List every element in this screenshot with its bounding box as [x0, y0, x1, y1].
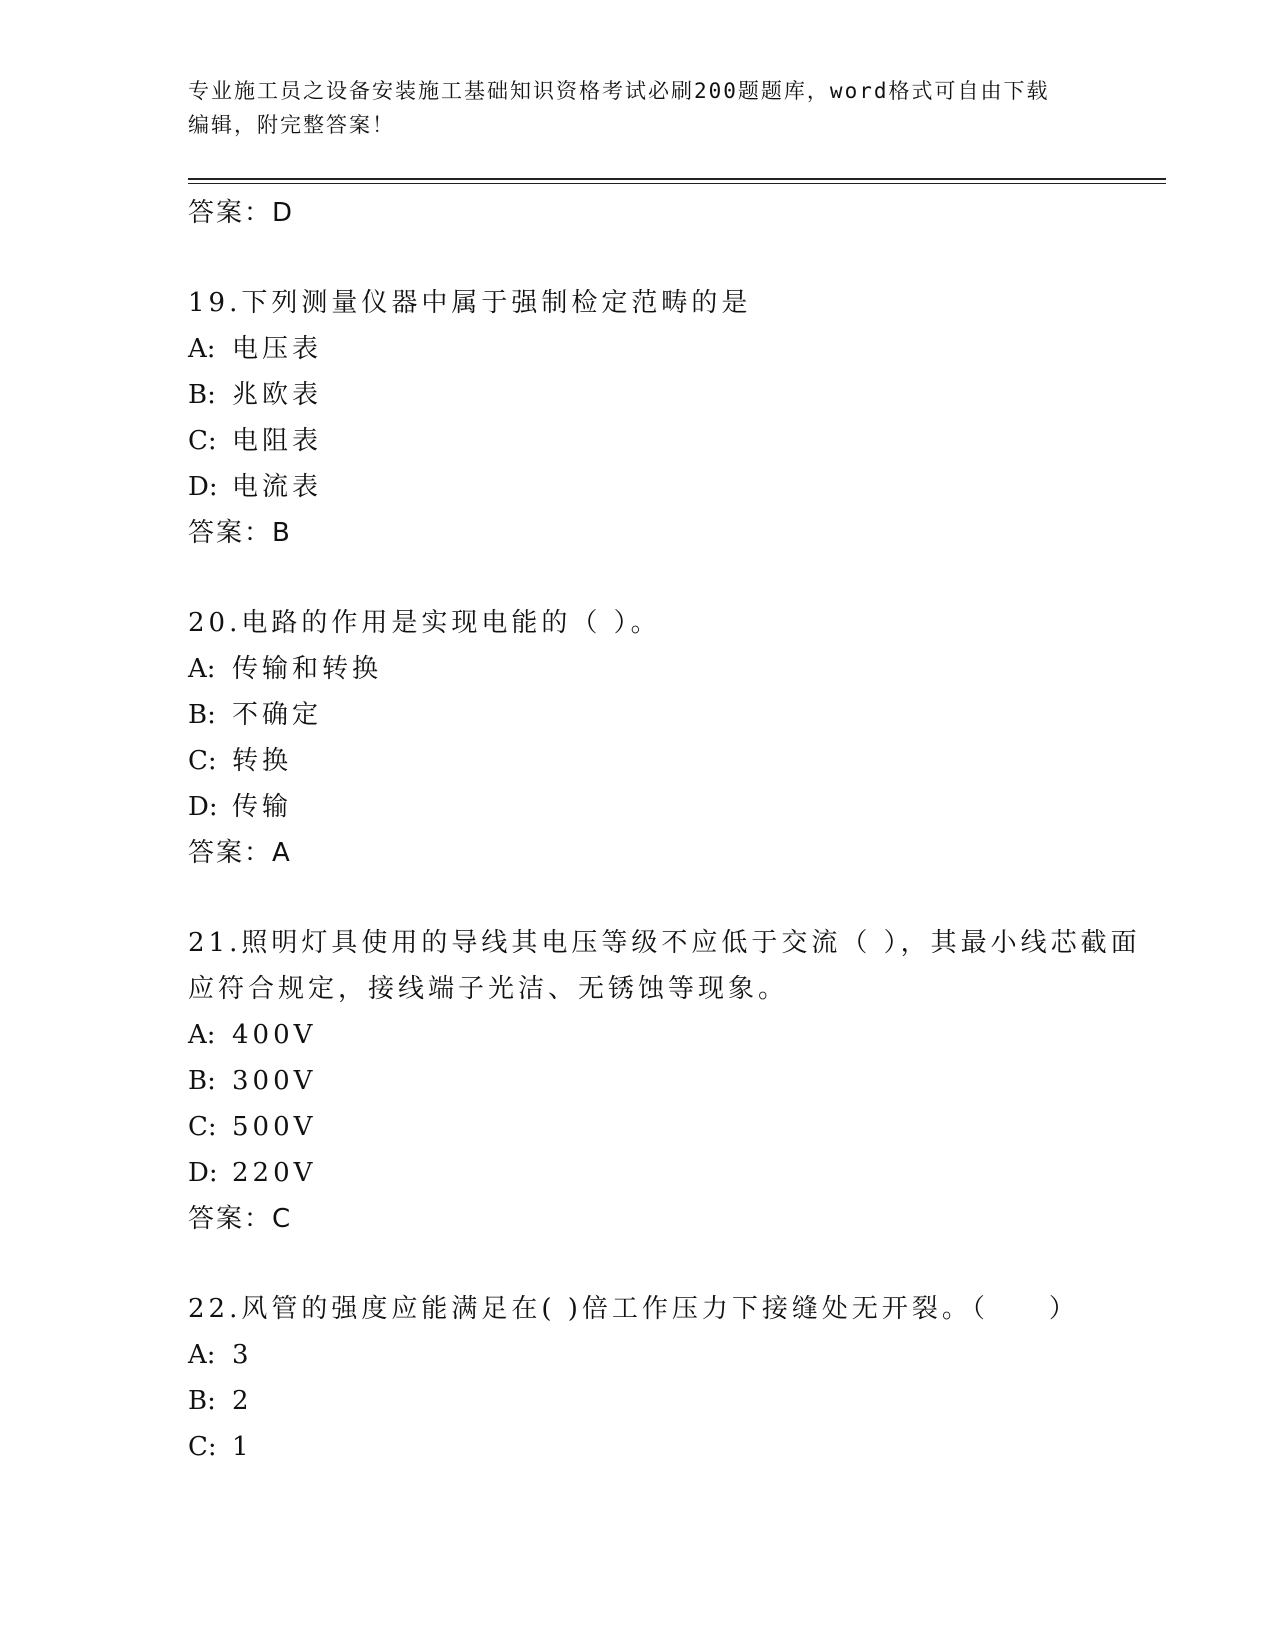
option-a — [188, 646, 1166, 692]
document-header: 专业施工员之设备安装施工基础知识资格考试必刷200题题库，word格式可自由下载编辑，附完整答案！ — [188, 79, 1050, 137]
option-text: 转换 — [232, 746, 293, 776]
option-key: A: — [188, 654, 216, 684]
option-key: D: — [188, 792, 218, 822]
option-text: 不确定 — [232, 700, 323, 730]
answer: 答案：C — [188, 1204, 293, 1234]
answer: 答案：A — [188, 838, 292, 868]
option-text: 3 — [232, 1340, 253, 1370]
question-stem: 19.下列测量仪器中属于强制检定范畴的是 — [188, 288, 752, 318]
option-a — [188, 1012, 1166, 1058]
option-text: 兆欧表 — [232, 380, 323, 410]
answer: 答案：B — [188, 518, 292, 548]
option-text: 2 — [232, 1386, 253, 1416]
option-text: 500V — [232, 1112, 317, 1142]
option-b — [188, 1378, 1166, 1424]
option-key: B: — [188, 700, 216, 730]
option-b — [188, 372, 1166, 418]
option-key: C: — [188, 746, 217, 776]
option-b — [188, 1058, 1166, 1104]
option-text: 电压表 — [232, 334, 323, 364]
option-c — [188, 1424, 1166, 1470]
option-key: D: — [188, 472, 218, 502]
option-key: C: — [188, 1432, 217, 1462]
option-key: B: — [188, 380, 216, 410]
option-a — [188, 1332, 1166, 1378]
option-c — [188, 738, 1166, 784]
option-d — [188, 464, 1166, 510]
question-stem: 20.电路的作用是实现电能的（ ）。 — [188, 608, 661, 638]
option-b — [188, 692, 1166, 738]
option-key: A: — [188, 1340, 216, 1370]
question-stem: 21.照明灯具使用的导线其电压等级不应低于交流（ ），其最小线芯截面应符合规定，接线端子光洁、无锈蚀等现象。 — [188, 928, 1141, 1004]
option-text: 1 — [232, 1432, 253, 1462]
header-divider-thin — [188, 183, 1166, 184]
option-key: A: — [188, 334, 216, 364]
option-text: 220V — [232, 1158, 317, 1188]
previous-answer: 答案：D — [188, 198, 295, 228]
option-key: B: — [188, 1066, 216, 1096]
option-key: D: — [188, 1158, 218, 1188]
option-c — [188, 1104, 1166, 1150]
option-text: 400V — [232, 1020, 317, 1050]
document-body — [188, 190, 1166, 1470]
option-text: 电流表 — [232, 472, 323, 502]
question-21 — [188, 920, 1166, 1242]
question-22 — [188, 1286, 1166, 1470]
question-stem: 22.风管的强度应能满足在( )倍工作压力下接缝处无开裂。（ ） — [188, 1294, 1079, 1324]
option-key: C: — [188, 1112, 217, 1142]
option-text: 电阻表 — [232, 426, 323, 456]
option-key: B: — [188, 1386, 216, 1416]
question-19 — [188, 280, 1166, 556]
option-d — [188, 784, 1166, 830]
option-a — [188, 326, 1166, 372]
option-key: A: — [188, 1020, 216, 1050]
option-text: 传输和转换 — [232, 654, 383, 684]
option-text: 传输 — [232, 792, 293, 822]
question-20 — [188, 600, 1166, 876]
option-key: C: — [188, 426, 217, 456]
option-c — [188, 418, 1166, 464]
header-divider — [188, 178, 1166, 180]
option-d — [188, 1150, 1166, 1196]
option-text: 300V — [232, 1066, 317, 1096]
